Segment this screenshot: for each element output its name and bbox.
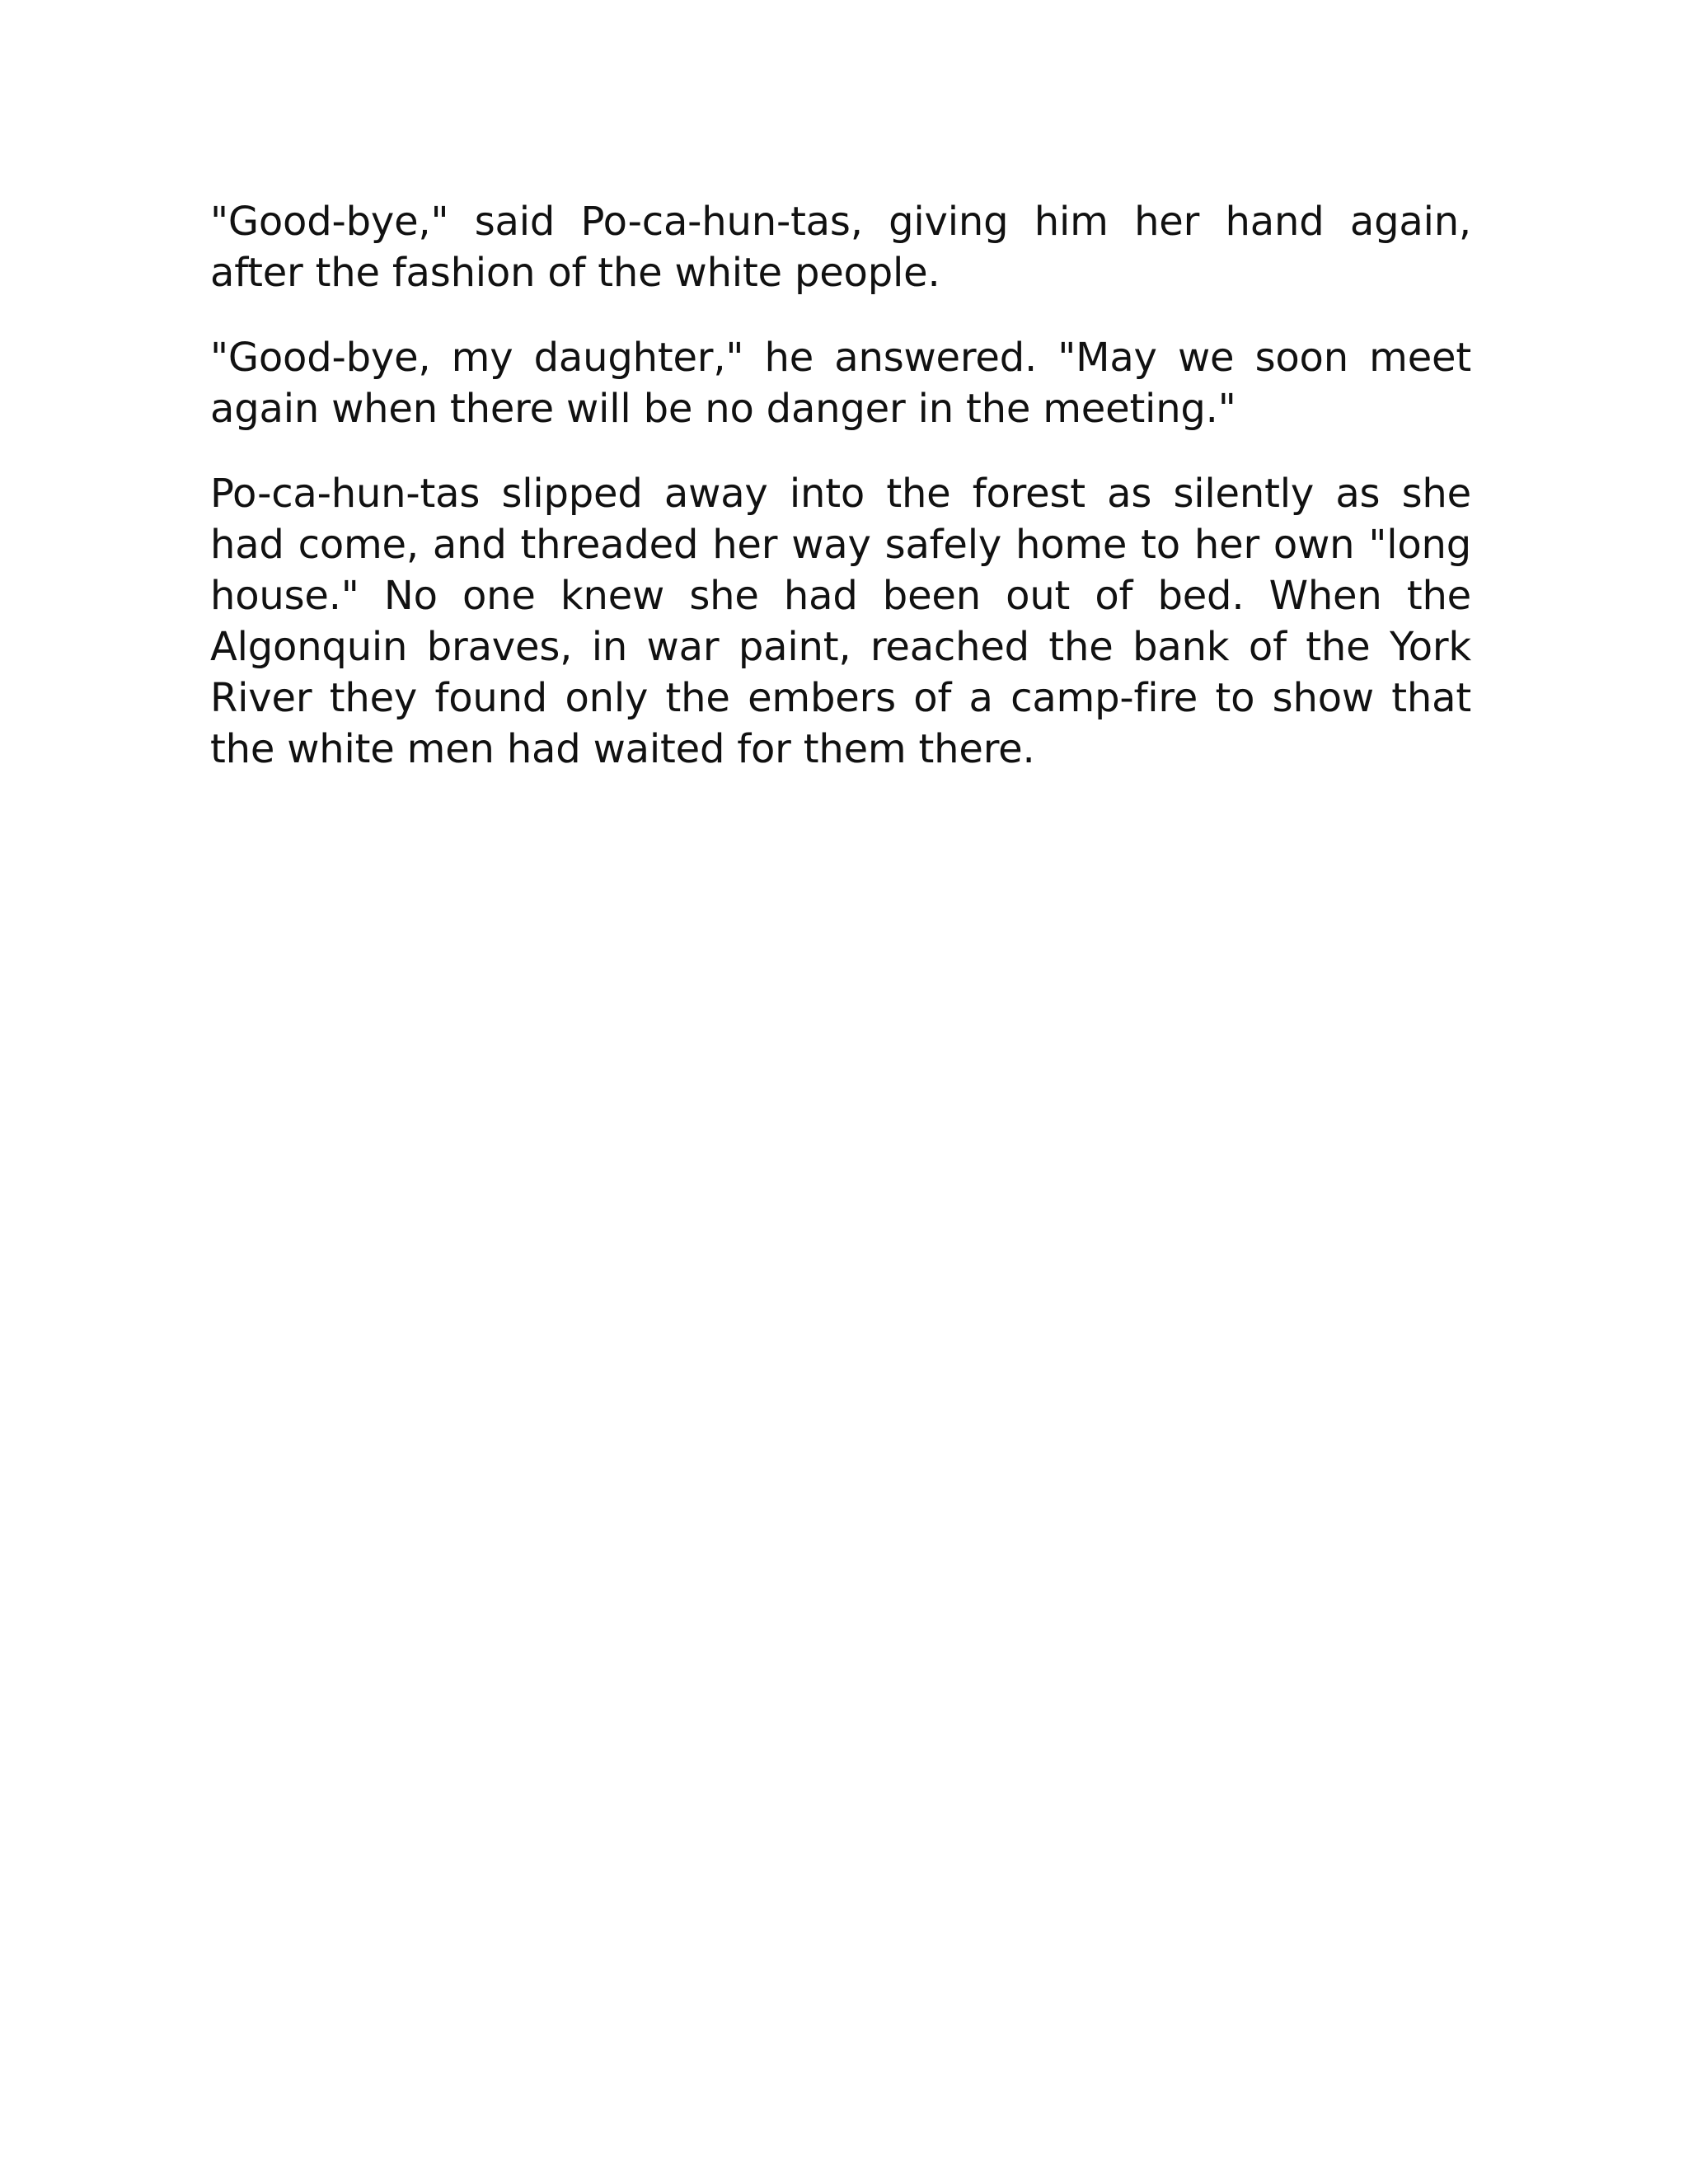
paragraph-3: Po-ca-hun-tas slipped away into the forest as silently as she had come, and threaded her way safely home to her own "long house." No one knew she had been out of bed. When the Algonquin braves, in war paint, reached the bank of the York River they found only the embers of a camp-fire to show that the white men had waited for them there.: [210, 471, 1471, 772]
document-body: [210, 196, 1471, 808]
paragraph-2: "Good-bye, my daughter," he answered. "May we soon meet again when there will be no danger in the meeting.": [210, 335, 1471, 432]
paragraph-1: "Good-bye," said Po-ca-hun-tas, giving him her hand again, after the fashion of the white people.: [210, 199, 1471, 296]
